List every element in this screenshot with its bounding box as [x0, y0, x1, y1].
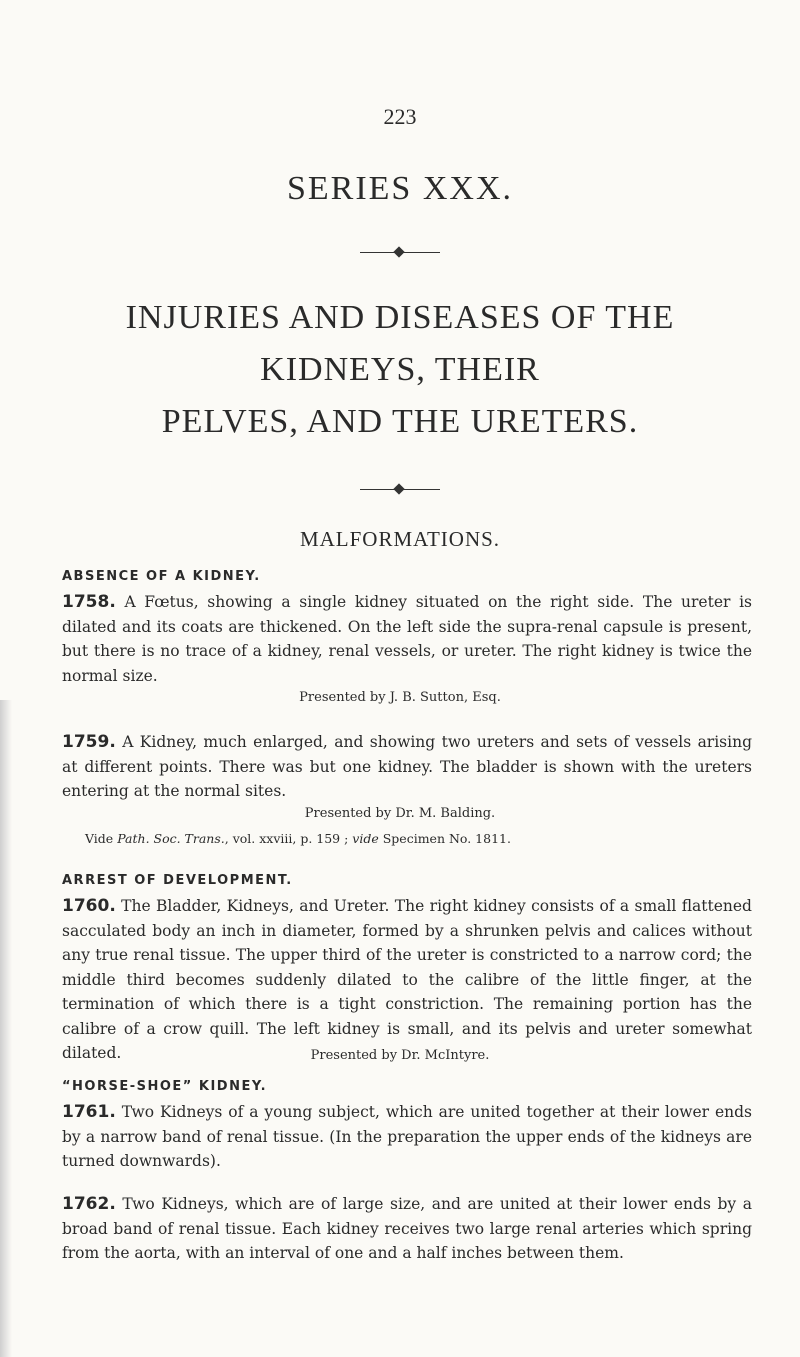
vide-prefix: Vide — [85, 831, 118, 846]
vide-journal: Path. Soc. Trans. — [117, 831, 225, 846]
subheading-horseshoe: “HORSE-SHOE” KIDNEY. — [62, 1079, 268, 1094]
divider-ornament — [360, 247, 440, 259]
entry-number: 1761. — [62, 1102, 116, 1122]
page-number: 223 — [383, 104, 417, 129]
entry-number: 1759. — [62, 732, 116, 752]
presented-by: Presented by Dr. M. Balding. — [304, 806, 496, 821]
subheading-arrest: ARREST OF DEVELOPMENT. — [62, 873, 293, 888]
entry-number: 1762. — [62, 1194, 116, 1214]
entry-text: Two Kidneys of a young subject, which are united together at their lower ends by a narrow band of renal tissue. (In the preparation the upper ends of the kidneys are turned downwards). — [62, 1103, 752, 1170]
vide-word: vide — [352, 831, 379, 846]
entry-1760 — [62, 894, 752, 1066]
entry-1761 — [62, 1100, 752, 1174]
entry-text: A Kidney, much enlarged, and showing two ureters and sets of vessels arising at different points. There was but one kidney. The bladder is shown with the ureters entering at the normal sites. — [62, 733, 752, 800]
entry-1758 — [62, 590, 752, 688]
entry-text: The Bladder, Kidneys, and Ureter. The right kidney consists of a small flattened sacculated body an inch in diameter, formed by a shrunken pelvis and calices without any true renal tissue. The upper third of the ureter is constricted to a narrow cord; the middle third becomes suddenly dilated to the calibre of the little finger, at the termination of which there is a tight constriction. The remaining portion has the calibre of a crow quill. The left kidney is small, and its pelvis and ureter somewhat dilated. — [62, 897, 752, 1062]
entry-text: Two Kidneys, which are of large size, and are united at their lower ends by a broad band of renal tissue. Each kidney receives two large renal arteries which spring from the aorta, with an interval of one and a half inches between them. — [62, 1195, 752, 1262]
subheading-absence: ABSENCE OF A KIDNEY. — [62, 569, 261, 584]
main-title-line-1: INJURIES AND DISEASES OF THE KIDNEYS, THEIR — [125, 299, 675, 388]
entry-number: 1758. — [62, 592, 116, 612]
main-title-line-2: PELVES, AND THE URETERS. — [161, 403, 639, 440]
vide-suffix: Specimen No. 1811. — [378, 831, 511, 846]
entry-1759 — [62, 730, 752, 804]
page-edge-shadow — [0, 700, 12, 1357]
reference-note — [85, 831, 511, 846]
presented-by: Presented by J. B. Sutton, Esq. — [299, 690, 501, 705]
vide-middle: , vol. xxviii, p. 159 ; — [224, 831, 353, 846]
entry-number: 1760. — [62, 896, 116, 916]
entry-text: A Fœtus, showing a single kidney situated on the right side. The ureter is dilated and its coats are thickened. On the left side the supra-renal capsule is present, but there is no trace of a kidney, renal vessels, or ureter. The right kidney is twice the normal size. — [62, 593, 752, 685]
series-title: SERIES XXX. — [286, 170, 514, 207]
divider-ornament — [360, 484, 440, 496]
section-title: MALFORMATIONS. — [299, 527, 501, 551]
entry-1762 — [62, 1192, 752, 1266]
presented-by: Presented by Dr. McIntyre. — [310, 1048, 490, 1063]
main-title — [40, 292, 760, 448]
